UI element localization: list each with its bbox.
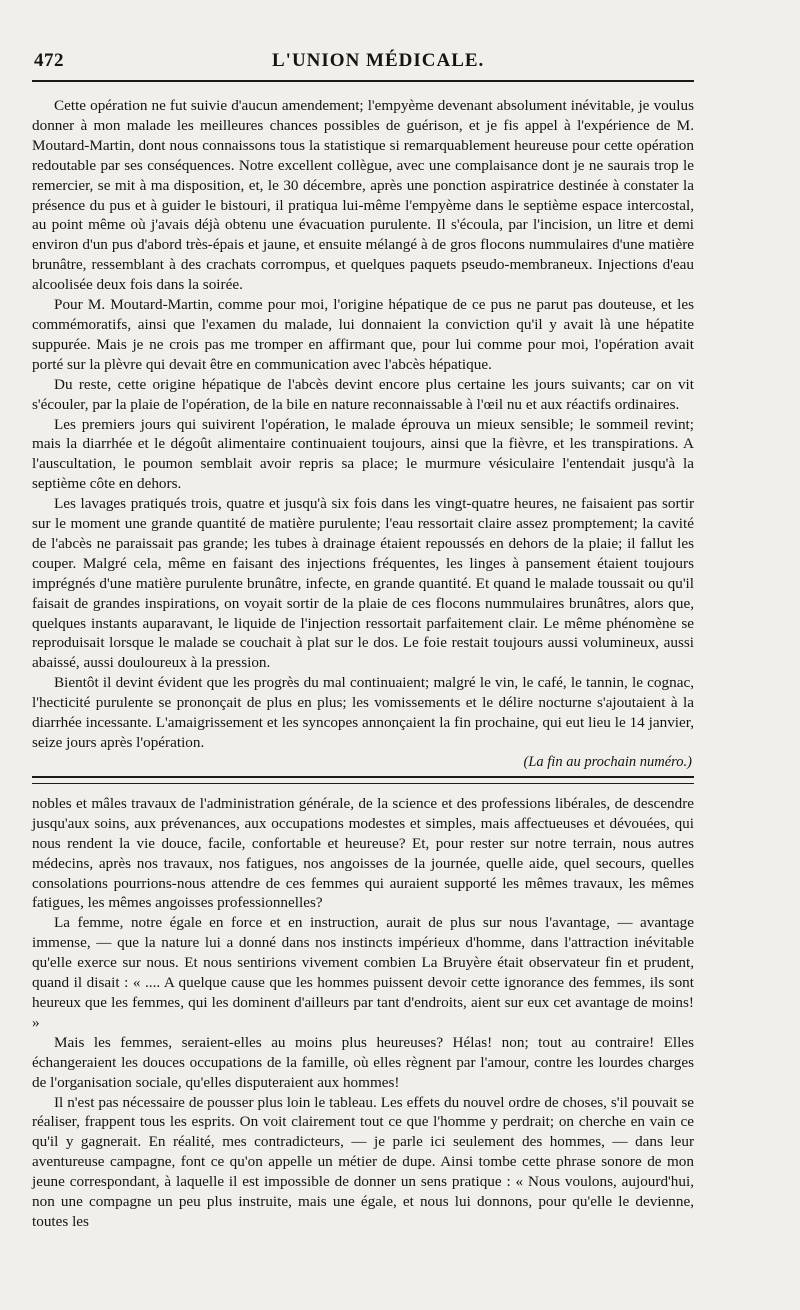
paragraph: Les lavages pratiqués trois, quatre et jusqu'à six fois dans les vingt-quatre heures, ne faisaient pas sortir sur le moment une grande quantité de matière purulente; l'eau ressortait claire assez promptement; la cavité de l'abcès ne paraissait pas grande; les tubes à drainage étaient repoussés en dehors de la plaie; il fallut les couper. Malgré cela, même en faisant des injections fréquentes, les linges à pansement étaient toujours imprégnés d'une matière purulente brunâtre, infecte, en grande quantité. Et quand le malade toussait ou qu'il faisait de grandes inspirations, on voyait sortir de la plaie de ces flocons nummulaires brunâtres, alors que, quelques instants auparavant, le liquide de l'injection ressortait parfaitement clair. Le même phénomène se reproduisait lorsque le malade se couchait à plat sur le dos. Le foie restait toujours aussi volumineux, aussi abaissé, aussi douloureux à la pression. [32,495,694,672]
page-number: 472 [34,50,64,71]
paragraph: Cette opération ne fut suivie d'aucun amendement; l'empyème devenant absolument inévitable, je voulus donner à mon malade les meilleures chances possibles de guérison, et je fis appel à l'expérience de M. Moutard-Martin, dont nous connaissons tous la statistique si remarquablement heureuse pour cette opération redoutable par ses conséquences. Notre excellent collègue, avec une complaisance dont je ne saurais trop le remercier, se mit à ma disposition, et, le 30 décembre, après une ponction aspiratrice destinée à constater la présence du pus et à guider le bistouri, il pratiqua lui-même l'empyème dans le septième espace intercostal, au point même où j'avais déjà obtenu une évacuation purulente. Il s'écoula, par l'incision, un litre et demi environ d'un pus d'abord très-épais et jaune, et ensuite mélangé à de gros flocons nummulaires d'une matière brunâtre, ressemblant à des crachats corrompus, et quelques paquets pseudo-membraneux. Injections d'eau alcoolisée deux fois dans la soirée. [32,97,694,294]
paragraph: nobles et mâles travaux de l'administration générale, de la science et des professions libérales, de descendre jusqu'aux soins, aux prévenances, aux occupations modestes et simples, mais affectueuses et dévouées, qui nous rendent la vie douce, facile, confortable et heureuse? Et, pour rester sur notre terrain, nous autres médecins, après nos travaux, nos fatigues, nos angoisses de la journée, quelle aide, quel secours, quelles consolations pourrions-nous attendre de ces femmes qui auraient supporté les mêmes travaux, les mêmes fatigues, les mêmes angoisses professionnelles? [32,794,694,912]
continuation-note: (La fin au prochain numéro.) [523,753,692,770]
paragraph: Les premiers jours qui suivirent l'opération, le malade éprouva un mieux sensible; le sommeil revint; mais la diarrhée et le dégoût alimentaire continuaient toujours, ainsi que la fièvre, et les transpirations. A l'auscultation, le poumon semblait avoir repris sa place; le murmure vésiculaire l'entendait jusqu'à la septième côte en dehors. [32,415,694,493]
page [32,38,694,1232]
header-rule [32,80,694,82]
section-divider [32,776,694,784]
paragraph: La femme, notre égale en force et en instruction, aurait de plus sur nous l'avantage, — avantage immense, — que la nature lui a donné dans nos instincts impérieux d'homme, dans l'attraction inévitable qu'elle exerce sur nous. Et nous sentirions vivement combien La Bruyère était observateur fin et prudent, quand il disait : « .... A quelque cause que les hommes puissent devoir cette ignorance des femmes, ils sont heureux que les femmes, qui les dominent d'ailleurs par tant d'endroits, aient sur eux cet avantage de moins! » [32,914,694,1031]
article-case-report [32,96,694,772]
paragraph: Pour M. Moutard-Martin, comme pour moi, l'origine hépatique de ce pus ne parut pas douteuse, et les commémoratifs, ainsi que l'examen du malade, lui donnaient la conviction qu'il y avait là une hépatite suppurée. Mais je ne crois pas me tromper en affirmant que, pour lui comme pour moi, l'opération avait porté sur la plèvre qui devait être en communication avec l'abcès hépatique. [32,296,694,373]
running-title: L'UNION MÉDICALE. [272,50,485,71]
article-feuilleton [32,794,694,1232]
paragraph: Mais les femmes, seraient-elles au moins plus heureuses? Hélas! non; tout au contraire! Elles échangeraient les douces occupations de la famille, où elles règnent par l'amour, contre les lourdes charges de l'organisation sociale, qu'elles disputeraient aux hommes! [32,1033,694,1091]
page-header [32,38,694,78]
paragraph: Bientôt il devint évident que les progrès du mal continuaient; malgré le vin, le café, le tannin, le cognac, l'hecticité purulente se prononçait de plus en plus; les vomissements et le délire nocturne s'ajoutaient à la diarrhée incessante. L'amaigrissement et les syncopes annonçaient la fin prochaine, qui eut lieu le 14 janvier, seize jours après l'opération. [32,674,694,751]
paragraph: Du reste, cette origine hépatique de l'abcès devint encore plus certaine les jours suivants; car on vit s'écouler, par la plaie de l'opération, de la bile en nature reconnaissable à l'œil nu et aux réactifs ordinaires. [32,375,694,413]
paragraph: Il n'est pas nécessaire de pousser plus loin le tableau. Les effets du nouvel ordre de choses, s'il pouvait se réaliser, frappent tous les esprits. On voit clairement tout ce que l'homme y perdrait; on cherche en vain ce qu'il y gagnerait. En réalité, mes contradicteurs, — je parle ici seulement des hommes, — dans leur aventureuse campagne, font ce qu'on appelle un métier de dupe. Ainsi tombe cette phrase sonore de mon jeune correspondant, à laquelle il est impossible de donner un sens pratique : « Nous voulons, aujourd'hui, non une compagne un peu plus instruite, mais une égale, et nous lui donnons, pour qu'elle le devienne, toutes les [32,1093,694,1230]
